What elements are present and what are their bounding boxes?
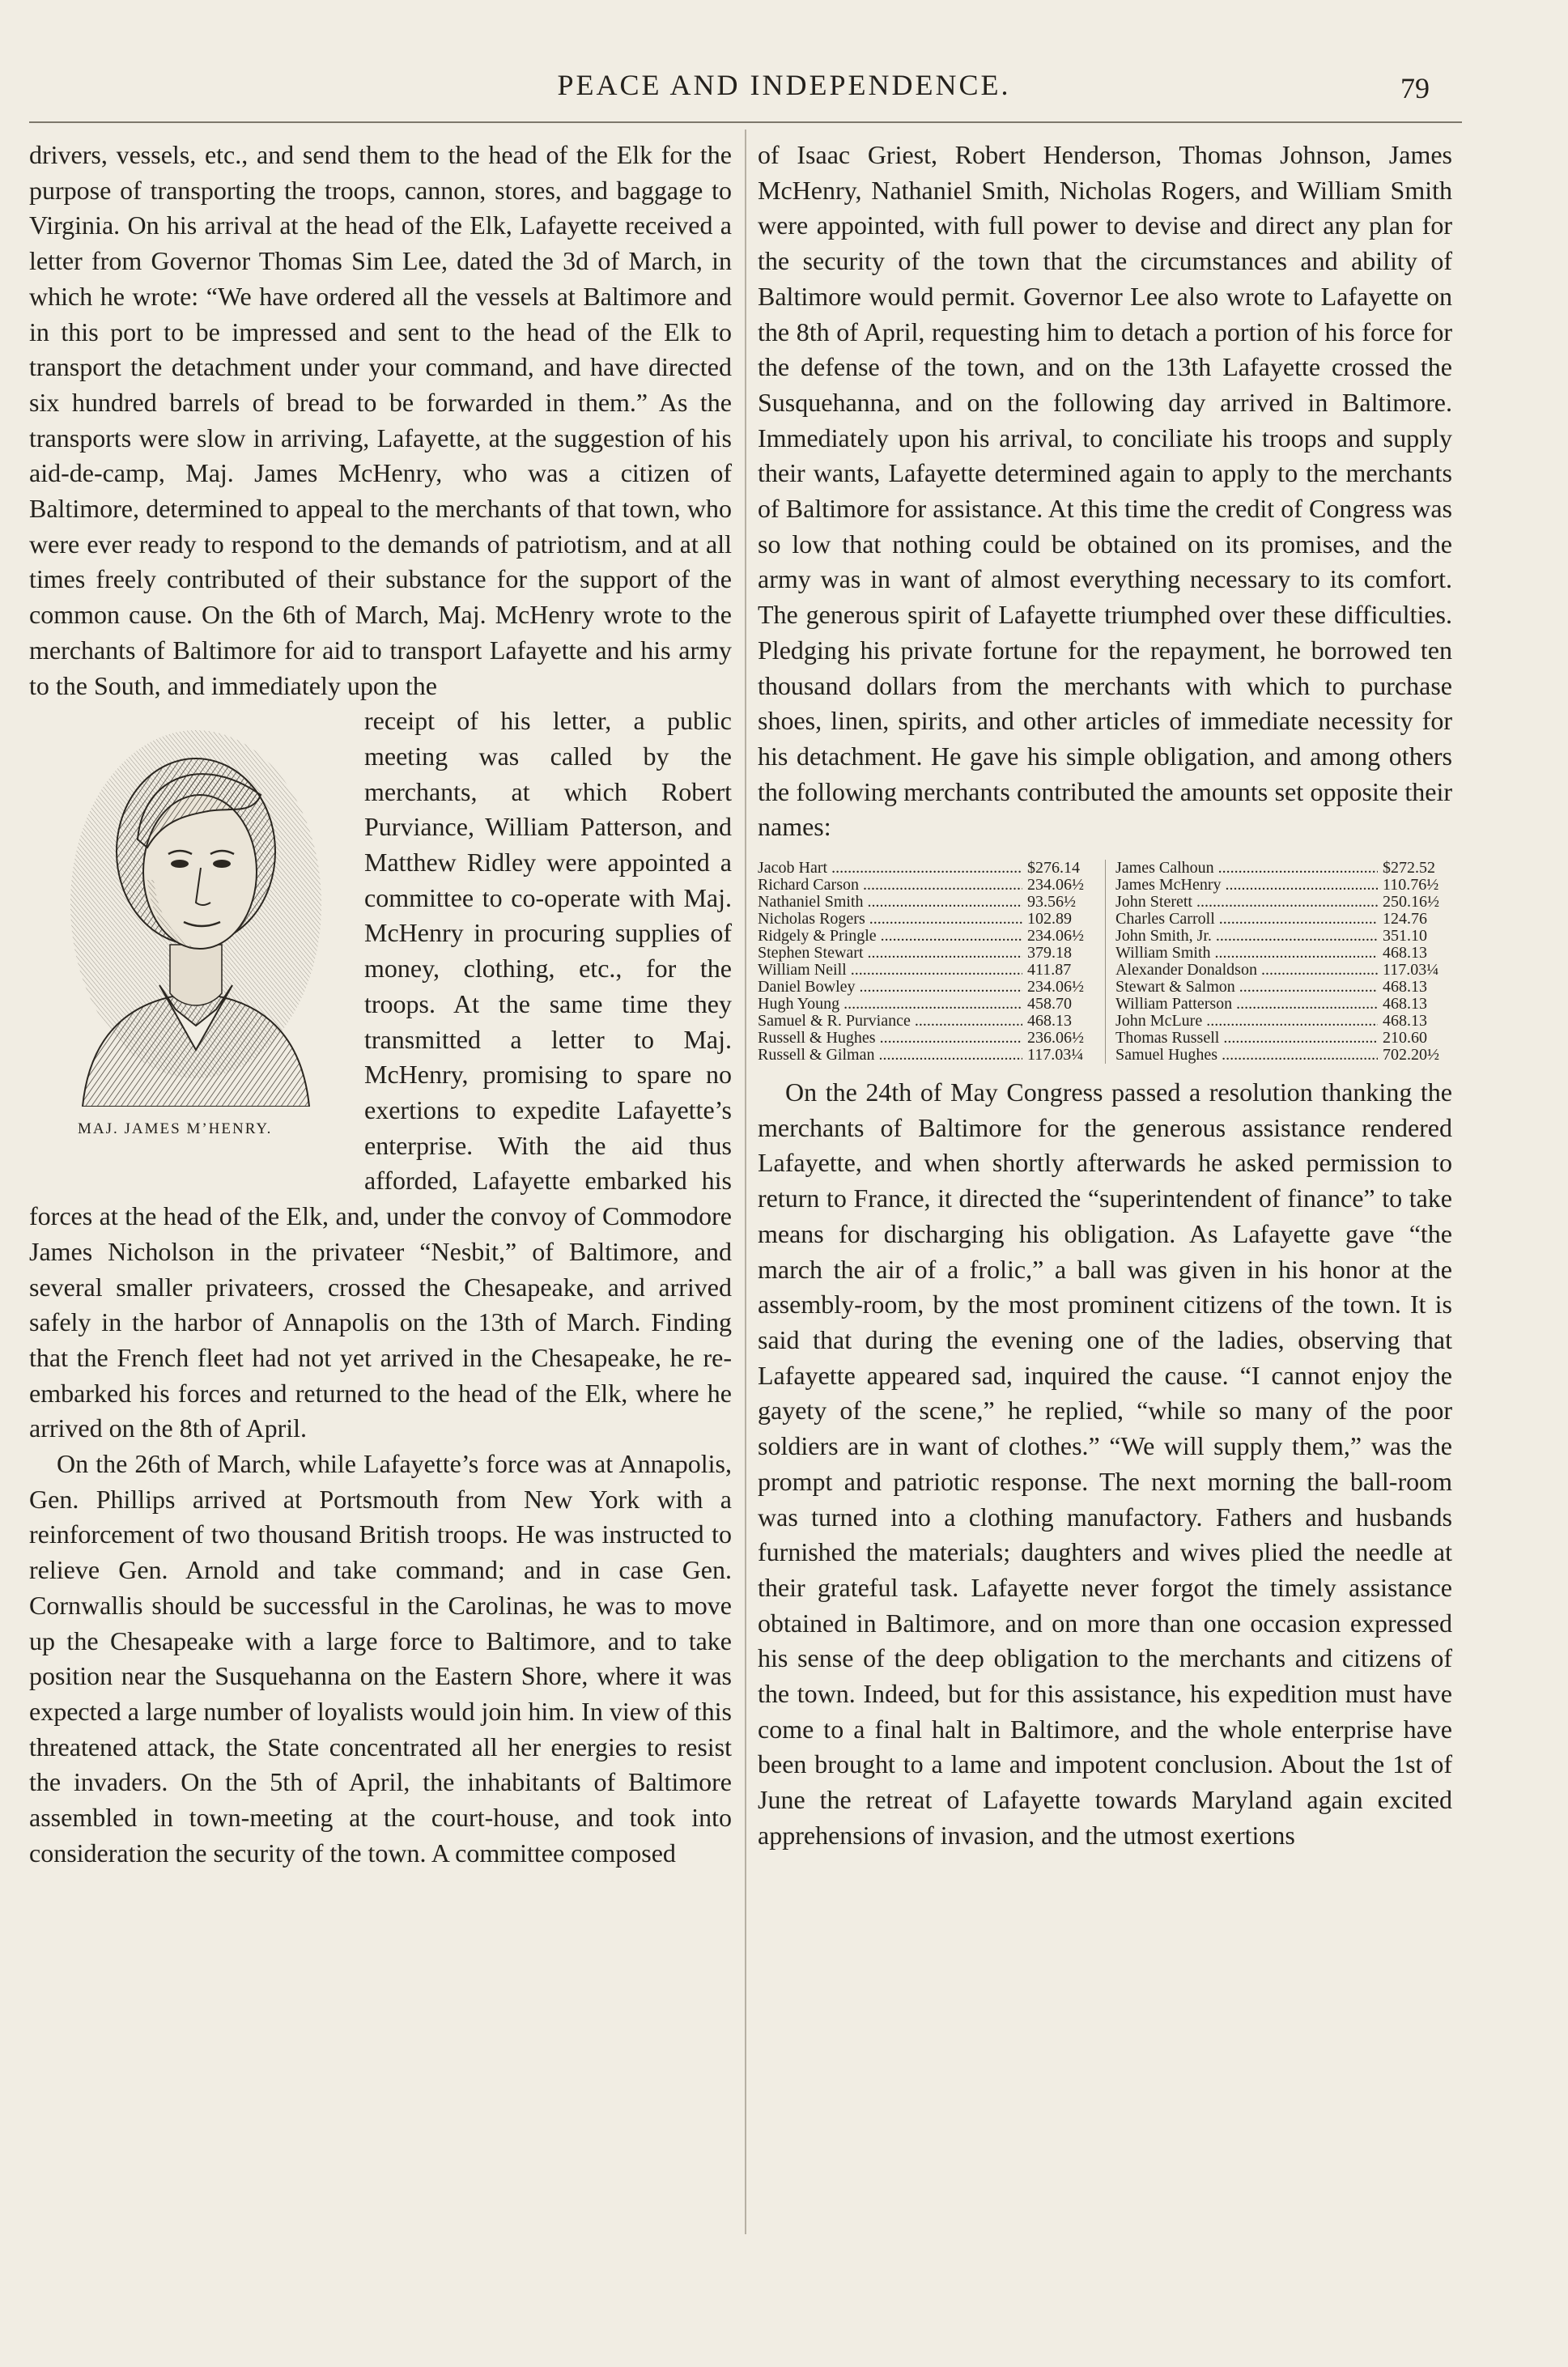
amount: 458.70	[1027, 995, 1072, 1014]
table-row	[758, 1013, 1097, 1030]
right-column	[758, 138, 1452, 1854]
header-rule	[29, 121, 1462, 123]
table-row	[1115, 911, 1452, 928]
contributions-column-left	[758, 860, 1105, 1064]
amount: 236.06½	[1027, 1029, 1084, 1048]
portrait-figure	[29, 703, 353, 1163]
table-row	[1115, 1030, 1452, 1047]
amount: 250.16½	[1383, 893, 1439, 912]
amount: 468.13	[1383, 1012, 1427, 1031]
merchant-name: Stewart & Salmon .....	[1115, 979, 1378, 996]
contributions-table	[758, 860, 1452, 1064]
table-row	[758, 979, 1097, 996]
merchant-name: James Calhoun .....	[1115, 860, 1378, 877]
contributions-column-right	[1105, 860, 1452, 1064]
table-row	[758, 1047, 1097, 1064]
amount: 468.13	[1383, 978, 1427, 997]
merchant-name: William Smith .....	[1115, 945, 1378, 962]
amount: 702.20½	[1383, 1046, 1439, 1065]
table-row	[758, 1030, 1097, 1047]
merchant-name: John McLure .....	[1115, 1013, 1378, 1030]
portrait-caption: MAJ. JAMES M’HENRY.	[78, 1120, 273, 1138]
table-row	[758, 877, 1097, 894]
table-row	[758, 860, 1097, 877]
table-row	[1115, 945, 1452, 962]
merchant-name: William Neill .....	[758, 962, 1022, 979]
amount: 117.03¼	[1383, 961, 1439, 980]
amount: 468.13	[1027, 1012, 1072, 1031]
merchant-name: Charles Carroll .....	[1115, 911, 1378, 928]
amount: 234.06½	[1027, 876, 1084, 895]
column-divider	[745, 130, 746, 2234]
table-row	[1115, 928, 1452, 945]
amount: 468.13	[1383, 995, 1427, 1014]
table-row	[758, 962, 1097, 979]
table-row	[758, 945, 1097, 962]
merchant-name: James McHenry .....	[1115, 877, 1378, 894]
left-column	[29, 138, 732, 1871]
amount: 234.06½	[1027, 927, 1084, 946]
amount: $272.52	[1383, 859, 1435, 878]
paragraph: drivers, vessels, etc., and send them to the head of the Elk for the purpose of transporting the troops, cannon, stores, and baggage to Virginia. On his arrival at the head of the Elk, Lafayette received a letter from Governor Thomas Sim Lee, dated the 3d of March, in which he wrote: “We have ordered all the vessels at Baltimore and in this port to be impressed and sent to the head of the Elk to transport the detachment under your command, and have directed six hundred barrels of bread to be forwarded in them.” As the transports were slow in arriving, Lafayette, at the suggestion of his aid-de-camp, Maj. James McHenry, who was a citizen of Baltimore, determined to appeal to the merchants of that town, who were ever ready to respond to the demands of patriotism, and at all times freely contributed of their substance for the support of the common cause. On the 6th of March, Maj. McHenry wrote to the merchants of Baltimore for aid to transport Lafayette and his army to the South, and immediately upon the	[29, 140, 732, 700]
merchant-name: Hugh Young .....	[758, 996, 1022, 1013]
amount: 411.87	[1027, 961, 1072, 980]
merchant-name: Samuel & R. Purviance .....	[758, 1013, 1022, 1030]
running-head: PEACE AND INDEPENDENCE.	[557, 69, 1011, 101]
table-row	[1115, 979, 1452, 996]
table-row	[1115, 1047, 1452, 1064]
table-row	[1115, 877, 1452, 894]
paragraph: receipt of his letter, a public meeting was called by the merchants, at which Robert Purviance, William Patterson, and Matthew Ridley were appointed a committee to co-operate with Maj. McHenry in procuring supplies of money, clothing, etc., for the troops. At the same time they transmitted a letter to Maj. McHenry, promising to spare no exertions to expedite Lafayette’s enterprise. With the aid thus afforded, Lafayette embarked his forces at the head of the Elk, and, under the convoy of Commodore James Nicholson in the privateer “Nesbit,” of Baltimore, and several smaller privateers, crossed the Chesapeake, and arrived safely in the harbor of Annapolis on the 13th of March. Finding that the French fleet had not yet arrived in the Chesapeake, he re-embarked his forces and returned to the head of the Elk, where he arrived on the 8th of April.	[29, 706, 732, 1443]
amount: 351.10	[1383, 927, 1427, 946]
merchant-name: Stephen Stewart .....	[758, 945, 1022, 962]
amount: 210.60	[1383, 1029, 1427, 1048]
table-row	[758, 894, 1097, 911]
table-row	[1115, 1013, 1452, 1030]
merchant-name: Nicholas Rogers .....	[758, 911, 1022, 928]
table-row	[758, 996, 1097, 1013]
merchant-name: Russell & Gilman .....	[758, 1047, 1022, 1064]
paragraph: On the 24th of May Congress passed a resolution thanking the merchants of Baltimore for the generous assistance rendered Lafayette, and when shortly afterwards he asked permission to return to France, it directed the “superintendent of finance” to take means for discharging his obligation. As Lafayette gave “the march the air of a frolic,” a ball was given in his honor at the assembly-room, by the most prominent citizens of the town. It is said that during the evening one of the ladies, observing that Lafayette appeared sad, inquired the cause. “I cannot enjoy the gayety of the scene,” he replied, “while so many of the poor soldiers are in want of clothes.” “We will supply them,” was the prompt and patriotic response. The next morning the ball-room was turned into a clothing manufactory. Fathers and husbands furnished the materials; daughters and wives plied the needle at their grateful task. Lafayette never forgot the timely assistance obtained in Baltimore, and on more than one occasion expressed his sense of the deep obligation to the merchants and citizens of the town. Indeed, but for this assistance, his expedition must have come to a final halt in Baltimore, and the whole enterprise have been brought to a lame and impotent conclusion. About the 1st of June the retreat of Lafayette towards Maryland again excited apprehensions of invasion, and the utmost exertions	[758, 1077, 1452, 1850]
amount: 234.06½	[1027, 978, 1084, 997]
amount: 102.89	[1027, 910, 1072, 929]
amount: 117.03¼	[1027, 1046, 1084, 1065]
merchant-name: John Smith, Jr. .....	[1115, 928, 1378, 945]
page-number: 79	[1400, 72, 1430, 104]
table-row	[1115, 962, 1452, 979]
merchant-name: Daniel Bowley .....	[758, 979, 1022, 996]
portrait-engraving	[66, 718, 325, 1107]
amount: 124.76	[1383, 910, 1427, 929]
amount: 110.76½	[1383, 876, 1439, 895]
table-row	[1115, 996, 1452, 1013]
table-row	[1115, 894, 1452, 911]
paragraph: On the 26th of March, while Lafayette’s force was at Annapolis, Gen. Phillips arrived at Portsmouth from New York with a reinforcement of two thousand British troops. He was instructed to relieve Gen. Arnold and take command; and in case Gen. Cornwallis should be successful in the Carolinas, he was to move up the Chesapeake with a large force to Baltimore, and to take position near the Susquehanna on the Eastern Shore, where it was expected a large number of loyalists would join him. In view of this threatened attack, the State concentrated all her energies to resist the invaders. On the 5th of April, the inhabitants of Baltimore assembled in town-meeting at the court-house, and took into consideration the security of the town. A committee composed	[29, 1449, 732, 1868]
merchant-name: Samuel Hughes .....	[1115, 1047, 1378, 1064]
amount: 379.18	[1027, 944, 1072, 963]
merchant-name: Richard Carson .....	[758, 877, 1022, 894]
merchant-name: Ridgely & Pringle .....	[758, 928, 1022, 945]
table-row	[758, 911, 1097, 928]
amount: 93.56½	[1027, 893, 1076, 912]
merchant-name: William Patterson .....	[1115, 996, 1378, 1013]
merchant-name: Alexander Donaldson .....	[1115, 962, 1378, 979]
amount: $276.14	[1027, 859, 1080, 878]
table-row	[1115, 860, 1452, 877]
merchant-name: John Sterett .....	[1115, 894, 1378, 911]
paragraph: of Isaac Griest, Robert Henderson, Thomas Johnson, James McHenry, Nathaniel Smith, Nicholas Rogers, and William Smith were appointed, with full power to devise and direct any plan for the security of the town that the circumstances and ability of Baltimore would permit. Governor Lee also wrote to Lafayette on the 8th of April, requesting him to detach a portion of his force for the defense of the town, and on the 13th Lafayette crossed the Susquehanna, and on the following day arrived in Baltimore. Immediately upon his arrival, to conciliate his troops and supply their wants, Lafayette determined again to apply to the merchants of Baltimore for assistance. At this time the credit of Congress was so low that nothing could be obtained on its promises, and the army was in want of almost everything necessary to its comfort. The generous spirit of Lafayette triumphed over these difficulties. Pledging his private fortune for the repayment, he borrowed ten thousand dollars from the merchants with which to purchase shoes, linen, spirits, and other articles of immediate necessity for his detachment. He gave his simple obligation, and among others the following merchants contributed the amounts set opposite their names:	[758, 140, 1452, 842]
table-row	[758, 928, 1097, 945]
merchant-name: Thomas Russell .....	[1115, 1030, 1378, 1047]
amount: 468.13	[1383, 944, 1427, 963]
merchant-name: Jacob Hart .....	[758, 860, 1022, 877]
merchant-name: Nathaniel Smith .....	[758, 894, 1022, 911]
merchant-name: Russell & Hughes .....	[758, 1030, 1022, 1047]
